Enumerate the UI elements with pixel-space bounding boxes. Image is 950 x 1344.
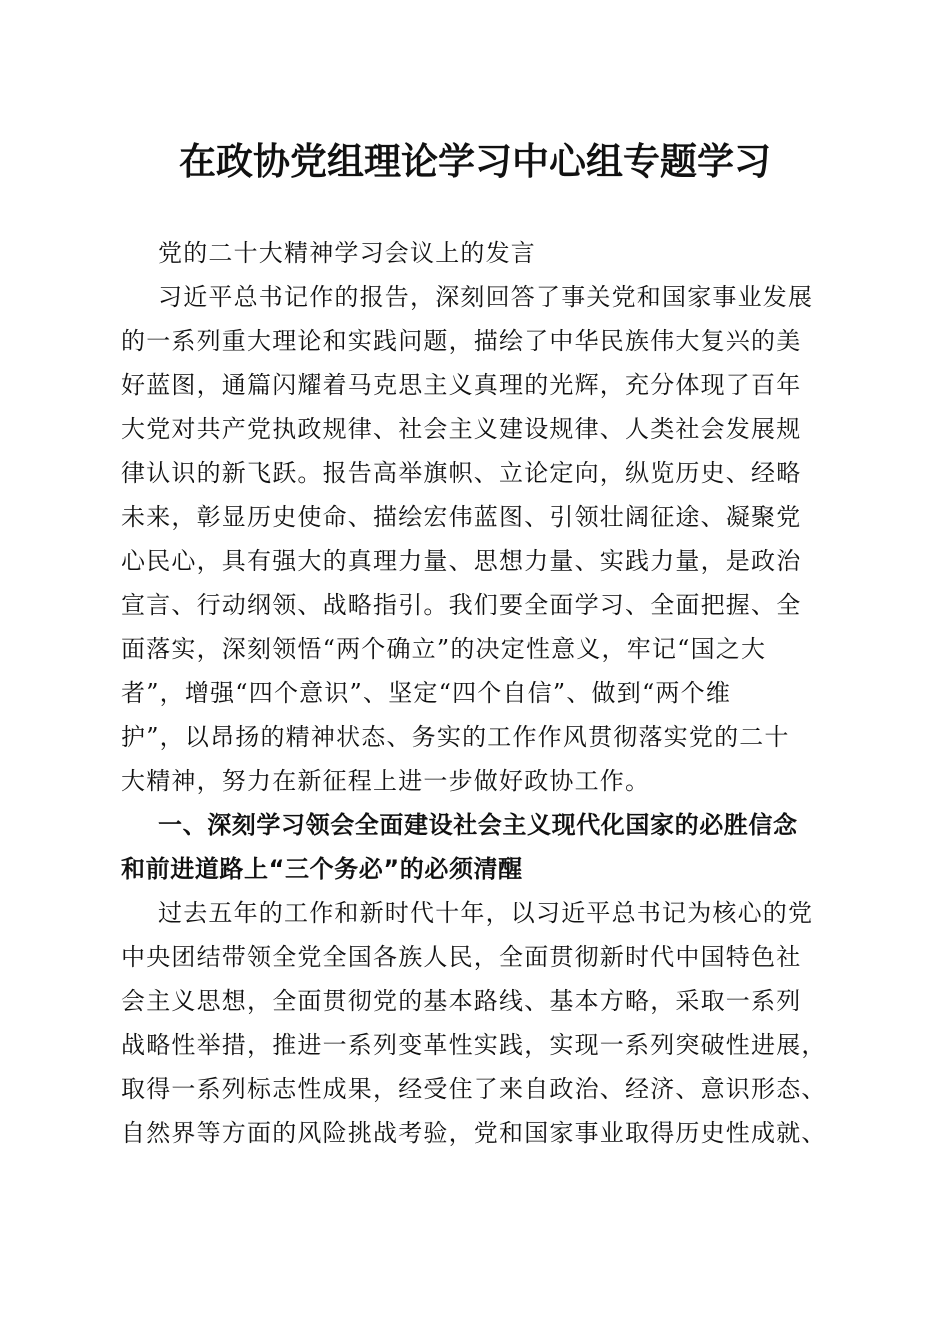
para2-line: 会主义思想，全面贯彻党的基本路线、基本方略，采取一系列 xyxy=(121,987,802,1015)
para1-line: 面落实，深刻领悟“两个确立”的决定性意义，牢记“国之大 xyxy=(121,635,767,663)
para1-line: 大党对共产党执政规律、社会主义建设规律、人类社会发展规 xyxy=(121,415,802,443)
para1-line: 律认识的新飞跃。报告高举旗帜、立论定向，纵览历史、经略 xyxy=(121,459,802,487)
para2-line: 过去五年的工作和新时代十年，以习近平总书记为核心的党 xyxy=(158,899,814,927)
para1-line: 大精神，努力在新征程上进一步做好政协工作。 xyxy=(121,767,651,795)
para2-line: 中央团结带领全党全国各族人民，全面贯彻新时代中国特色社 xyxy=(121,943,802,971)
document-body xyxy=(121,231,831,1155)
para1-line: 护”，以昂扬的精神状态、务实的工作作风贯彻落实党的二十 xyxy=(121,723,790,751)
section-heading-line: 一、深刻学习领会全面建设社会主义现代化国家的必胜信念 xyxy=(158,811,798,839)
document-subtitle: 党的二十大精神学习会议上的发言 xyxy=(158,239,536,267)
para2-line: 取得一系列标志性成果，经受住了来自政治、经济、意识形态、 xyxy=(121,1075,827,1103)
para1-line: 未来，彰显历史使命、描绘宏伟蓝图、引领壮阔征途、凝聚党 xyxy=(121,503,802,531)
section-heading-line: 和前进道路上“三个务必”的必须清醒 xyxy=(121,855,523,883)
para1-line: 的一系列重大理论和实践问题，描绘了中华民族伟大复兴的美 xyxy=(121,327,802,355)
para1-line: 宣言、行动纲领、战略指引。我们要全面学习、全面把握、全 xyxy=(121,591,802,619)
para1-line: 心民心，具有强大的真理力量、思想力量、实践力量，是政治 xyxy=(121,547,802,575)
para1-line: 习近平总书记作的报告，深刻回答了事关党和国家事业发展 xyxy=(158,283,814,311)
document-title: 在政协党组理论学习中心组专题学习 xyxy=(179,139,771,183)
para1-line: 者”，增强“四个意识”、坚定“四个自信”、做到“两个维 xyxy=(121,679,732,707)
para1-line: 好蓝图，通篇闪耀着马克思主义真理的光辉，充分体现了百年 xyxy=(121,371,802,399)
para2-line: 自然界等方面的风险挑战考验，党和国家事业取得历史性成就、 xyxy=(121,1119,827,1147)
para2-line: 战略性举措，推进一系列变革性实践，实现一系列突破性进展， xyxy=(121,1031,827,1059)
